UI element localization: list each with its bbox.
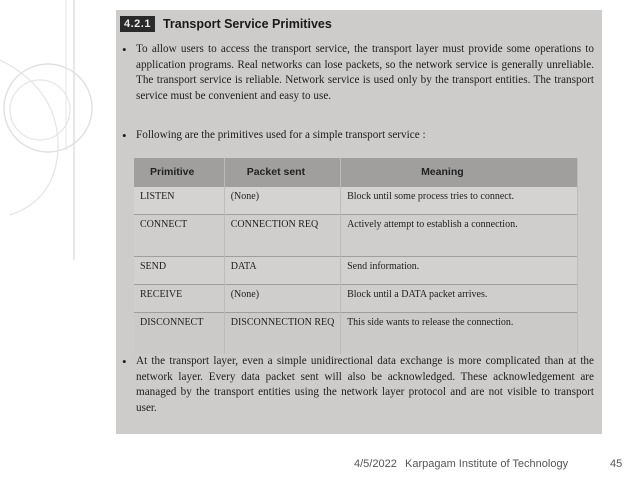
section-heading (120, 16, 332, 32)
bullet-paragraph (122, 354, 594, 416)
table-row (134, 312, 578, 354)
bullet-text: To allow users to access the transport service, the transport layer must provide some operations to application programs. Real networks can lose packets, so the network service is generally unreliable. The transport service is reliable. Network service is used only by the transport entities. The transport service must be convenient and easy to use. (136, 43, 594, 102)
bullet-paragraph (122, 128, 594, 144)
table-row (134, 187, 578, 215)
table-cell: LISTEN (134, 187, 224, 215)
primitives-table (134, 158, 578, 354)
column-header: Meaning (341, 158, 578, 187)
bullet-dot: • (122, 354, 127, 369)
table-row (134, 214, 578, 256)
bullet-text: Following are the primitives used for a simple transport service : (136, 129, 426, 141)
table-cell: Send information. (341, 257, 578, 285)
table-cell: SEND (134, 257, 224, 285)
footer-page-number: 45 (610, 458, 623, 470)
textbook-photo (116, 10, 602, 434)
table-cell: This side wants to release the connection. (341, 312, 578, 354)
section-title: Transport Service Primitives (162, 17, 332, 31)
table-cell: DISCONNECT (134, 312, 224, 354)
column-header: Packet sent (224, 158, 340, 187)
table-row (134, 257, 578, 285)
footer-organization: Karpagam Institute of Technology (405, 458, 569, 470)
table-cell: (None) (224, 284, 340, 312)
table-cell: (None) (224, 187, 340, 215)
bullet-dot: • (122, 128, 127, 143)
table-row (134, 284, 578, 312)
decorative-curves (0, 0, 110, 478)
table-cell: DATA (224, 257, 340, 285)
table-cell: CONNECT (134, 214, 224, 256)
bullet-dot: • (122, 42, 127, 57)
bullet-text: At the transport layer, even a simple unidirectional data exchange is more complicated than at the network layer. Every data packet sent will also be acknowledged. These acknowledgement are managed by the transport entities using the network layer protocol and are not visible to transport user. (136, 355, 594, 414)
section-number: 4.2.1 (120, 16, 155, 32)
table-cell: DISCONNECTION REQ (224, 312, 340, 354)
footer-date: 4/5/2022 (354, 458, 397, 470)
table-cell: Actively attempt to establish a connection. (341, 214, 578, 256)
column-header: Primitive (134, 158, 224, 187)
table-header-row (134, 158, 578, 187)
table-cell: Block until a DATA packet arrives. (341, 284, 578, 312)
table-cell: CONNECTION REQ (224, 214, 340, 256)
bullet-paragraph (122, 42, 594, 104)
table-cell: Block until some process tries to connect. (341, 187, 578, 215)
table-cell: RECEIVE (134, 284, 224, 312)
